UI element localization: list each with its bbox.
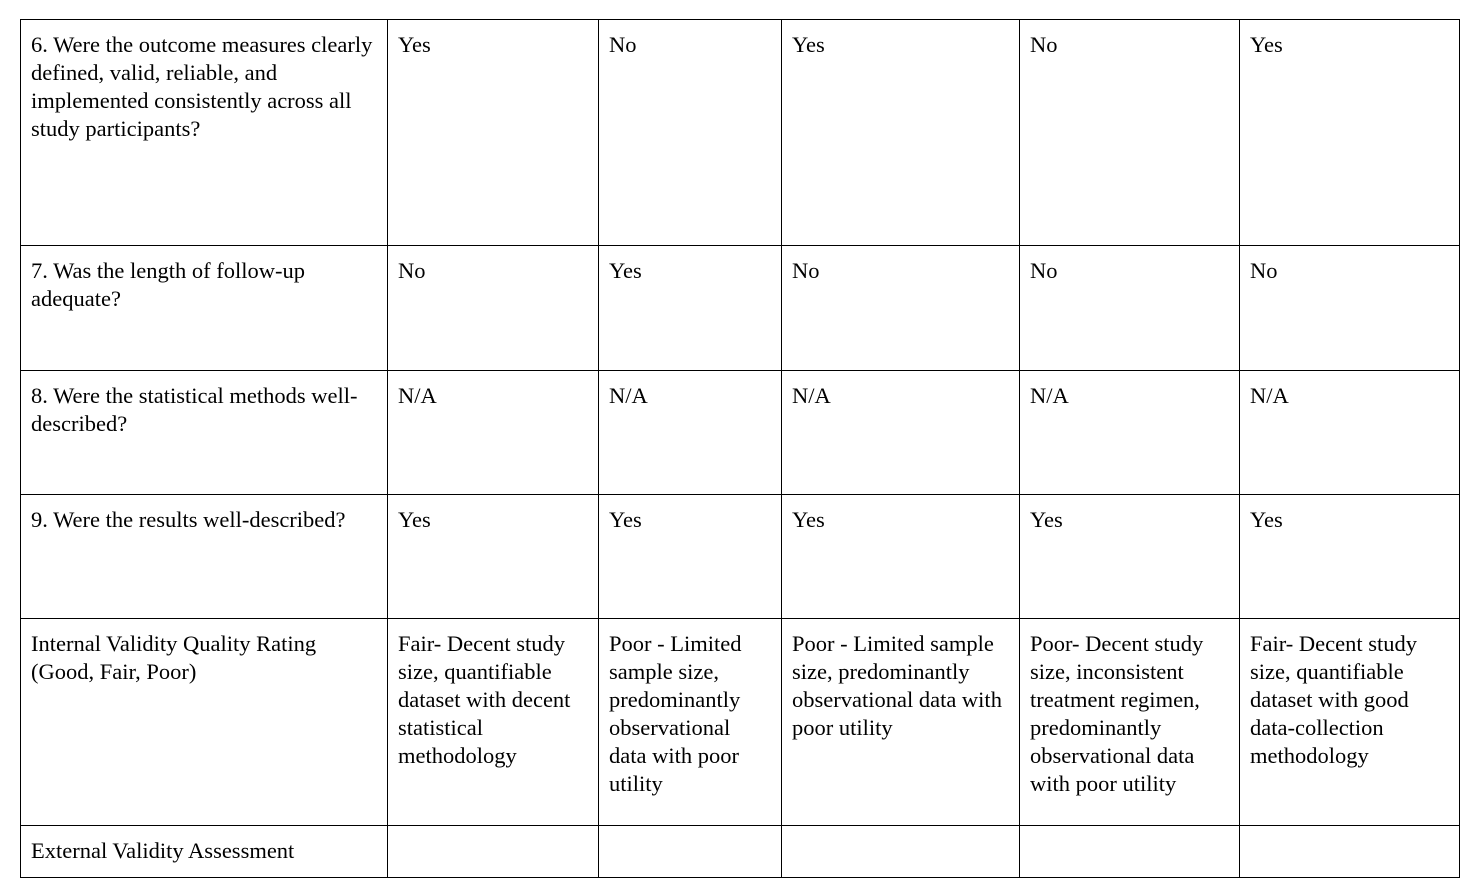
- answer-cell: Yes: [599, 495, 782, 619]
- answer-cell: N/A: [782, 371, 1020, 495]
- answer-cell: [1020, 826, 1240, 878]
- answer-cell: N/A: [1020, 371, 1240, 495]
- question-cell: External Validity Assessment: [21, 826, 388, 878]
- table-row: [21, 826, 1460, 878]
- answer-cell: Yes: [599, 246, 782, 371]
- table-row: [21, 619, 1460, 826]
- question-cell: Internal Validity Quality Rating (Good, Fair, Poor): [21, 619, 388, 826]
- question-cell: 7. Was the length of follow-up adequate?: [21, 246, 388, 371]
- question-cell: 8. Were the statistical methods well-described?: [21, 371, 388, 495]
- answer-cell: No: [1240, 246, 1460, 371]
- answer-cell: No: [1020, 20, 1240, 246]
- question-cell: 9. Were the results well-described?: [21, 495, 388, 619]
- table-row: [21, 371, 1460, 495]
- answer-cell: Poor- Decent study size, inconsistent treatment regimen, predominantly observational data with poor utility: [1020, 619, 1240, 826]
- answer-cell: N/A: [599, 371, 782, 495]
- table-row: [21, 246, 1460, 371]
- answer-cell: Poor - Limited sample size, predominantly observational data with poor utility: [782, 619, 1020, 826]
- answer-cell: [599, 826, 782, 878]
- answer-cell: No: [782, 246, 1020, 371]
- answer-cell: No: [599, 20, 782, 246]
- answer-cell: Yes: [782, 20, 1020, 246]
- answer-cell: [1240, 826, 1460, 878]
- answer-cell: [388, 826, 599, 878]
- answer-cell: No: [1020, 246, 1240, 371]
- question-cell: 6. Were the outcome measures clearly defined, valid, reliable, and implemented consistently across all study participants?: [21, 20, 388, 246]
- answer-cell: Yes: [782, 495, 1020, 619]
- answer-cell: Poor - Limited sample size, predominantly observational data with poor utility: [599, 619, 782, 826]
- answer-cell: No: [388, 246, 599, 371]
- answer-cell: [782, 826, 1020, 878]
- answer-cell: Yes: [388, 495, 599, 619]
- table-row: [21, 20, 1460, 246]
- answer-cell: N/A: [1240, 371, 1460, 495]
- answer-cell: Fair- Decent study size, quantifiable dataset with decent statistical methodology: [388, 619, 599, 826]
- answer-cell: Yes: [1240, 20, 1460, 246]
- answer-cell: Fair- Decent study size, quantifiable dataset with good data-collection methodology: [1240, 619, 1460, 826]
- answer-cell: Yes: [1240, 495, 1460, 619]
- answer-cell: Yes: [1020, 495, 1240, 619]
- answer-cell: Yes: [388, 20, 599, 246]
- answer-cell: N/A: [388, 371, 599, 495]
- quality-assessment-table: [20, 19, 1460, 878]
- table-row: [21, 495, 1460, 619]
